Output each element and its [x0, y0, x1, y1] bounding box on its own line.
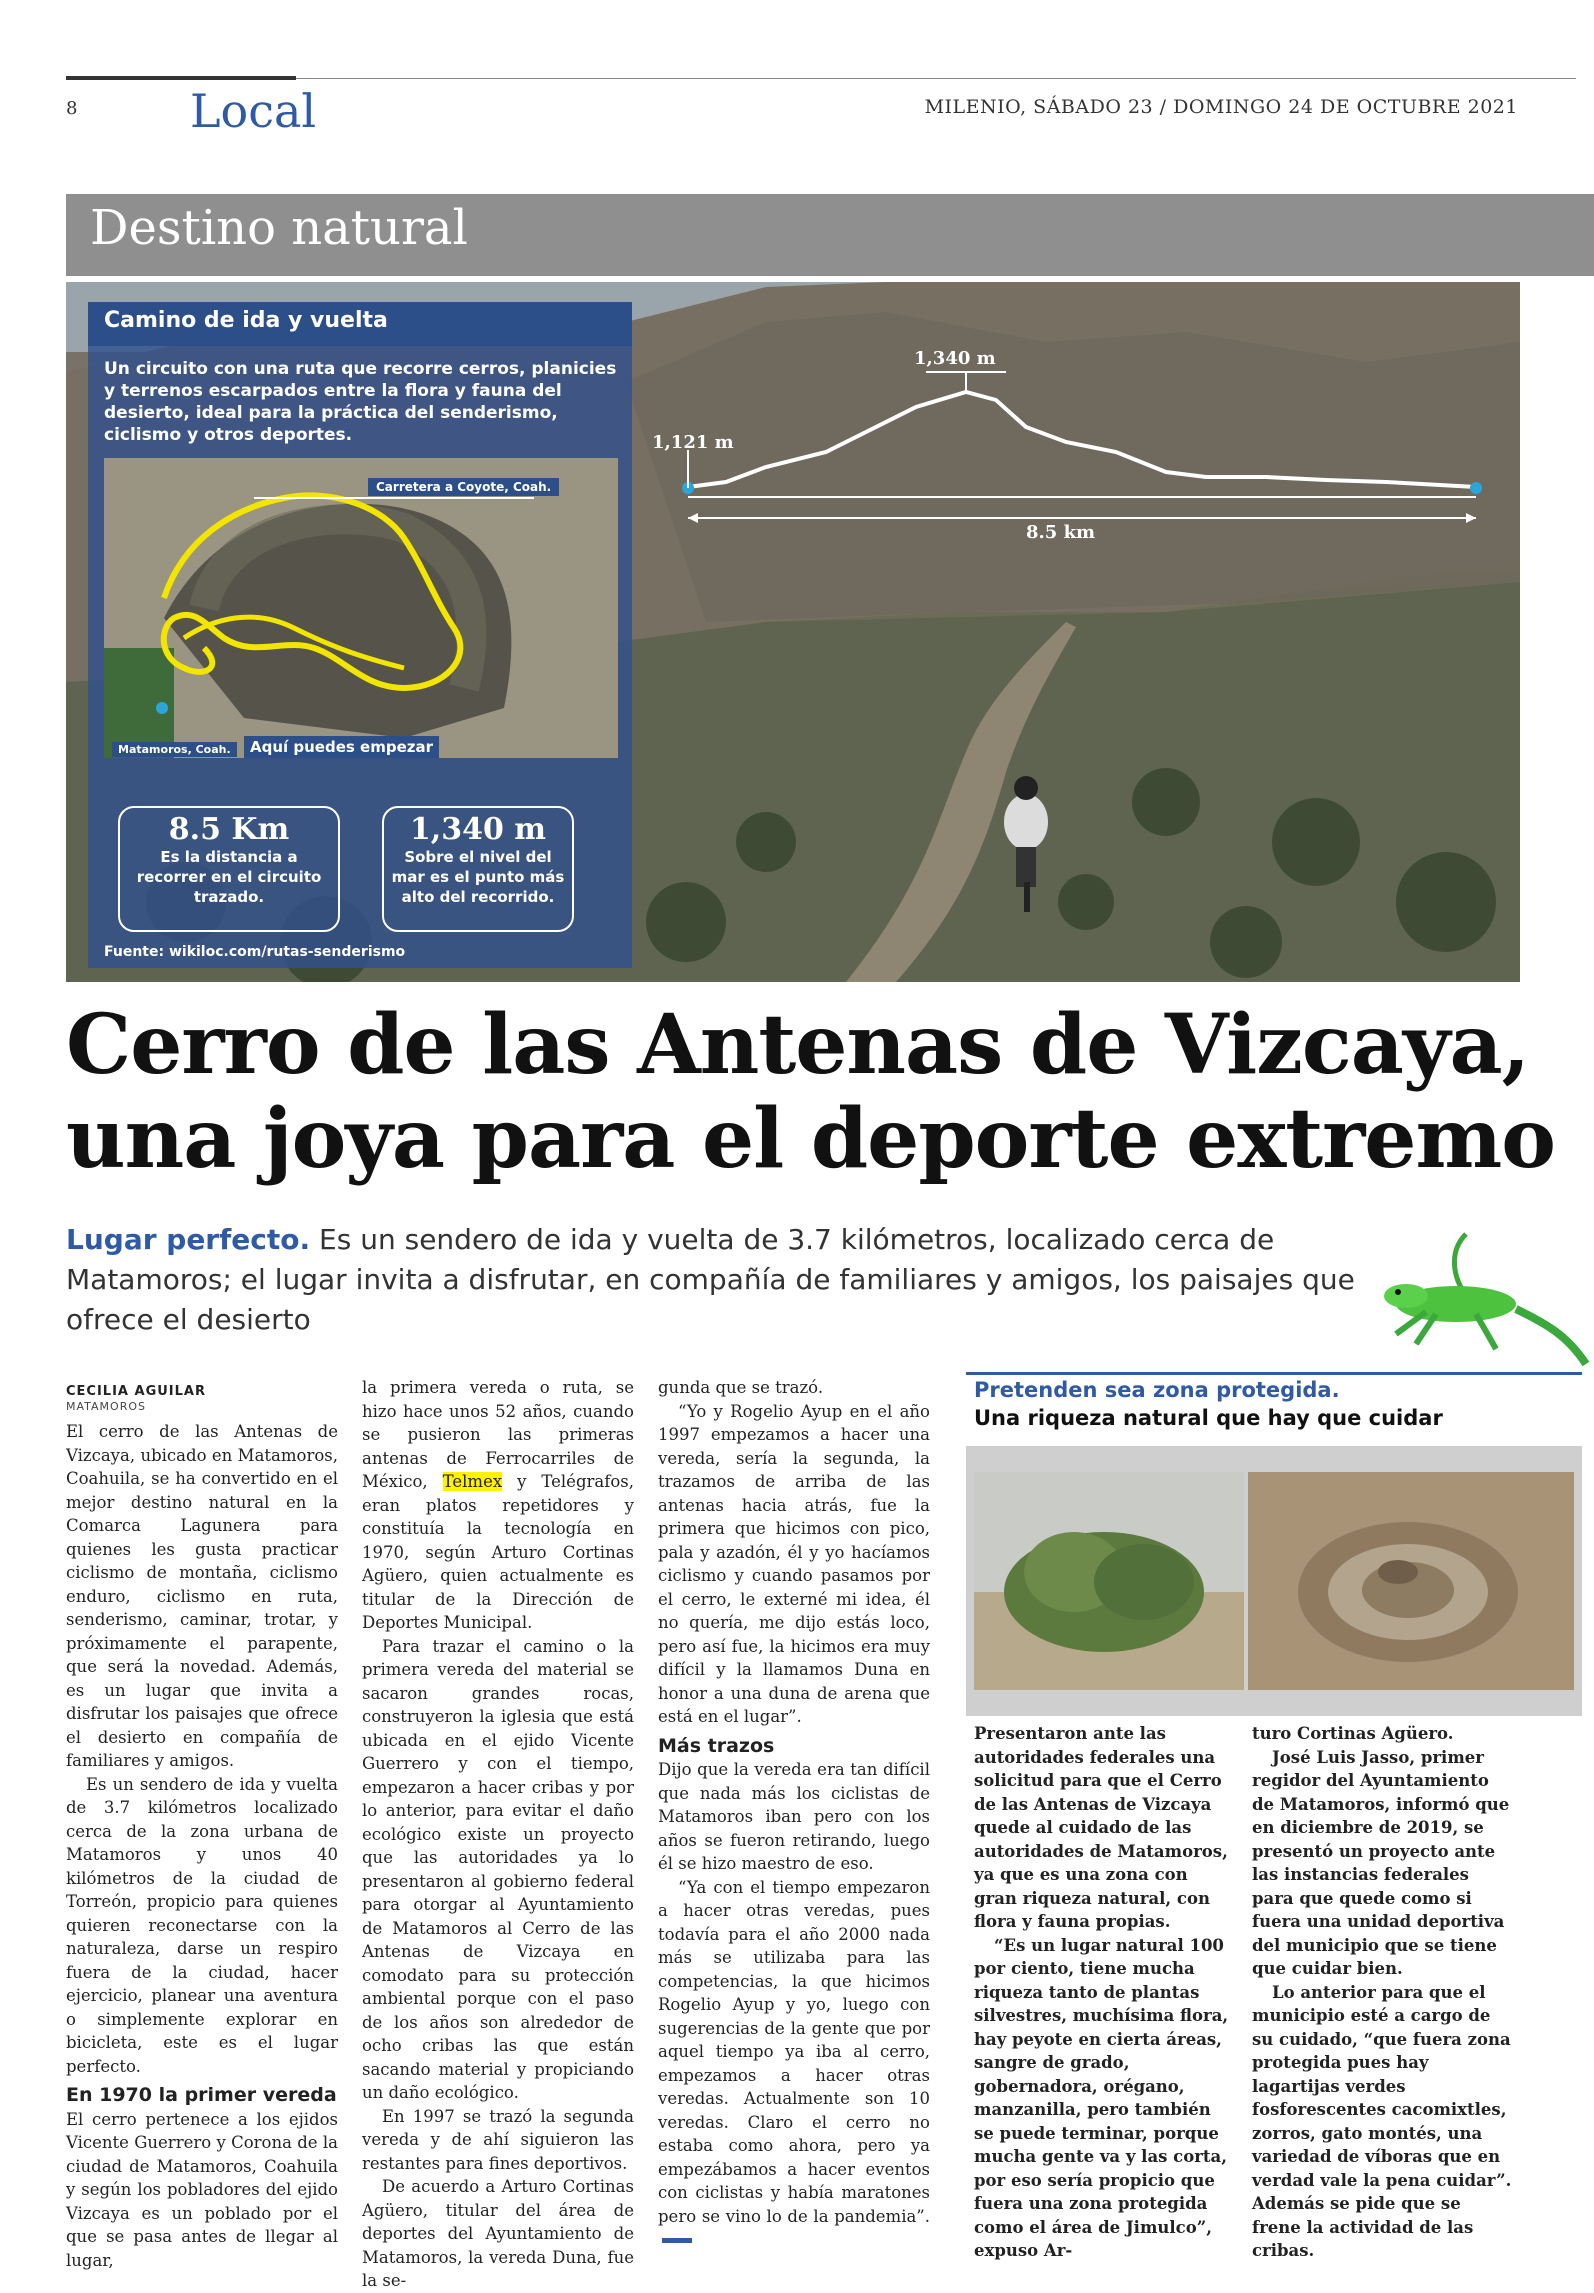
satellite-map-illustration [104, 458, 618, 758]
article-column-2 [362, 1376, 634, 2293]
peak-elevation-label: 1,340 m [914, 348, 996, 369]
sidebar-column-1 [974, 1722, 1236, 2263]
subheading: Más trazos [658, 1734, 775, 1757]
paragraph: De acuerdo a Arturo Cortinas Agüero, titular del área de deportes del Ayuntamiento de Matamoros, la vereda Duna, fue la se- [362, 2177, 634, 2290]
start-elevation-label: 1,121 m [652, 432, 734, 453]
top-rule-accent [66, 76, 296, 80]
end-mark [662, 2238, 692, 2243]
paragraph: Presentaron ante las autoridades federales una solicitud para que el Cerro de las Antenas de Vizcaya quede al cuidado de las autoridades de Matamoros, ya que es una zona con gran riqueza natural, con flora y fauna propias. [974, 1724, 1228, 1931]
deck-kicker: Lugar perfecto. [66, 1223, 311, 1256]
infographic-title: Camino de ida y vuelta [104, 308, 388, 333]
paragraph [658, 1876, 930, 2252]
stat-elevation-value: 1,340 m [409, 812, 547, 847]
sidebar-kicker: Pretenden sea zona protegida. [974, 1378, 1340, 1402]
paragraph: Para trazar el camino o la primera vereda del material se sacaron grandes rocas, construyeron la iglesia que está ubicada en el ejido Vicente Guerrero y con el tiempo, empezaron a hacer cribas y por lo anterior, para evitar el daño ecológico existe un proyecto que las autoridades ya lo presentaron al gobierno federal para otorgar al Ayuntamiento de Matamoros al Cerro de las Antenas de Vizcaya en comodato para su protección ambiental porque con el paso de los años son alrededor de ocho cribas las que están sacando material y propiciando un daño ecológico. [362, 1636, 634, 2102]
infographic-source: Fuente: wikiloc.com/rutas-senderismo [104, 944, 406, 960]
headline-line-2: una joya para el deporte extremo [66, 1091, 1555, 1187]
sidebar-title: Una riqueza natural que hay que cuidar [974, 1406, 1443, 1430]
stat-elevation-desc: Sobre el nivel del mar es el punto más alto del recorrido. [391, 848, 565, 906]
paragraph: turo Cortinas Agüero. [1252, 1724, 1454, 1743]
banner-title: Destino natural [90, 200, 468, 256]
paragraph: José Luis Jasso, primer regidor del Ayuntamiento de Matamoros, informó que en diciembre de 2019, se presentó un proyecto ante las instancias federales para que quede como si fuera una unidad deportiva del municipio que se tiene que cuidar bien. [1252, 1747, 1510, 1978]
article-column-1 [66, 1420, 338, 2272]
shrub-photo [974, 1472, 1244, 1690]
paragraph: En 1997 se trazó la segunda vereda y de ahí siguieron las restantes para fines deportivos. [362, 2106, 634, 2173]
rattlesnake-photo [1248, 1472, 1574, 1690]
page-number: 8 [66, 98, 78, 119]
paragraph: Lo anterior para que el municipio esté a cargo de su cuidado, “que fuera zona protegida pues hay lagartijas verdes fosforescentes cacomixtles, zorros, gato montés, una variedad de víboras que en verdad vale la pena cuidar”. Además se pide que se frene la actividad de las cribas. [1252, 1982, 1512, 2260]
paragraph: Es un sendero de ida y vuelta de 3.7 kilómetros localizado cerca de la zona urbana de Matamoros y unos 40 kilómetros de la ciudad de Torreón, propicio para quienes quieren reconectarse con la naturaleza, darse un respiro fuera de la ciudad, hacer ejercicio, planear una aventura o simplemente explorar en bicicleta, este es el lugar perfecto. [66, 1774, 338, 2076]
stat-distance-desc: Es la distancia a recorrer en el circuito trazado. [136, 848, 322, 906]
stat-distance [118, 806, 340, 932]
folio-date: MILENIO, SÁBADO 23 / DOMINGO 24 DE OCTUBRE 2021 [924, 96, 1518, 118]
deck-text: Es un sendero de ida y vuelta de 3.7 kilómetros, localizado cerca de Matamoros; el lugar invita a disfrutar, en compañía de familiares y amigos, los paisajes que ofrece el desierto [66, 1223, 1355, 1336]
paragraph: El cerro de las Antenas de Vizcaya, ubicado en Matamoros, Coahuila, se ha convertido en el mejor destino natural en la Comarca Lagunera para quienes les gusta practicar ciclismo de montaña, ciclismo enduro, ciclismo en ruta, senderismo, caminar, trotar, y próximamente el parapente, que será la novedad. Además, es un lugar que invita a disfrutar los paisajes que ofrece el desierto en compañía de familiares y amigos. [66, 1422, 338, 1770]
headline [66, 998, 1566, 1186]
road-label: Carretera a Coyote, Coah. [368, 478, 559, 496]
section-name: Local [190, 84, 317, 138]
paragraph-text: “Ya con el tiempo empezaron a hacer otras veredas, pues todavía para el año 2000 nada más se utilizaba para las competencias, la que hicimos Rogelio Ayup y yo, luego con sugerencias de la gente que por aquel tiempo ya iba al cerro, empezamos a hacer otras veredas. Actualmente son 10 veredas. Claro el cerro no estaba como ahora, pero ya empezábamos a hacer eventos con ciclistas y había maratones pero se vino lo de la pandemia”. [658, 1877, 930, 2226]
sidebar-rule [966, 1372, 1582, 1375]
article-column-3 [658, 1376, 930, 2252]
paragraph: El cerro pertenece a los ejidos Vicente Guerrero y Corona de la ciudad de Matamoros, Coahuila y según los pobladores del ejido Vizcaya es un poblado por el que se pasa antes de llegar al lugar, [66, 2109, 338, 2270]
stat-distance-value: 8.5 Km [168, 812, 290, 847]
town-label: Matamoros, Coah. [112, 742, 237, 757]
paragraph: “Es un lugar natural 100 por ciento, tiene mucha riqueza tanto de plantas silvestres, muchísima flora, hay peyote en cierta áreas, sangre de grado, gobernadora, orégano, manzanilla, pero también se puede terminar, porque mucha gente va y las corta, por eso sería propicio que fuera una zona protegida como el área de Jimulco”, expuso Ar- [974, 1935, 1229, 2260]
infographic-intro: Un circuito con una ruta que recorre cerros, planicies y terrenos escarpados entre la flora y fauna del desierto, ideal para la práctica del senderismo, ciclismo y otros deportes. [104, 359, 617, 445]
route-map [104, 458, 618, 758]
highlighted-word: Telmex [442, 1472, 503, 1491]
paragraph-text: y Telégrafos, eran platos repetidores y constituía la tecnología en 1970, según Arturo Cortinas Agüero, quien actualmente es titular de la Dirección de Deportes Municipal. [362, 1472, 634, 1632]
profile-distance-label: 8.5 km [1026, 522, 1096, 543]
paragraph-text: la primera vereda o ruta, se hizo hace unos 52 años, cuando se pusieron las primeras antenas de Ferrocarriles de México, [362, 1378, 634, 1491]
sidebar-column-2 [1252, 1722, 1514, 2263]
byline-author: CECILIA AGUILAR [66, 1384, 206, 1399]
subheading: En 1970 la primer vereda [66, 2084, 337, 2106]
paragraph: gunda que se trazó. [658, 1378, 824, 1397]
headline-line-1: Cerro de las Antenas de Vizcaya, [66, 997, 1530, 1093]
deck [66, 1220, 1396, 1340]
paragraph: Dijo que la vereda era tan difícil que nada más los ciclistas de Matamoros iban pero con los años se fueron retirando, luego él se hizo maestro de eso. [658, 1760, 930, 1873]
paragraph: “Yo y Rogelio Ayup en el año 1997 empezamos a hacer una vereda, sería la segunda, la trazamos de arriba de las antenas hacia atrás, fue la primera que hicimos con pico, pala y azadón, él y yo hacíamos ciclismo y cuando pasamos por el cerro, le externé mi idea, él no quería, me dijo estás loco, pero así fue, la hicimos era muy difícil y la llamamos Duna en honor a una duna de arena que está en el lugar”. [658, 1401, 930, 1726]
start-point-label: Aquí puedes empezar [244, 736, 439, 758]
byline-location: MATAMOROS [66, 1400, 146, 1413]
paragraph [362, 1376, 634, 1635]
lizard-image [1366, 1224, 1590, 1374]
stat-elevation [382, 806, 574, 932]
